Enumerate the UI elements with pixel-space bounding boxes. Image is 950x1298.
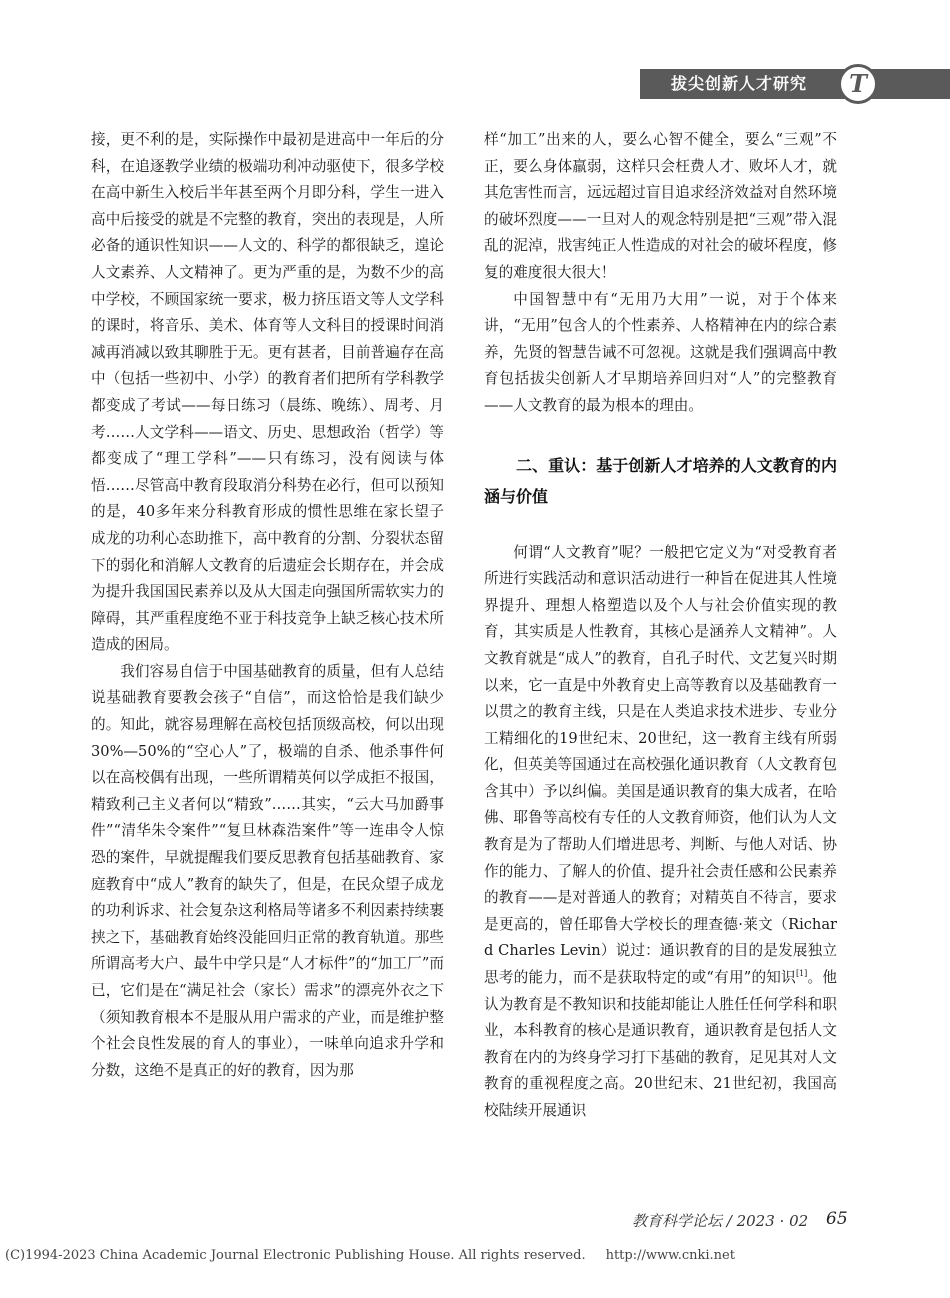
citation-marker: [1]	[795, 969, 808, 979]
copyright-text: (C)1994-2023 China Academic Journal Electronic Publishing House. All rights reserved.	[5, 1248, 586, 1263]
paragraph	[484, 540, 837, 1125]
paragraph: 接，更不利的是，实际操作中最初是进高中一年后的分科，在追逐教学业绩的极端功利冲动驱使下，很多学校在高中新生入校后半年甚至两个月即分科，学生一进入高中后接受的就是不完整的教育，突出的表现是，人所必备的通识性知识——人文的、科学的都很缺乏，遑论人文素养、人文精神了。更为严重的是，为数不少的高中学校，不顾国家统一要求，极力挤压语文等人文学科的课时，将音乐、美术、体育等人文科目的授课时间消减再消减以致其聊胜于无。更有甚者，目前普遍存在高中（包括一些初中、小学）的教育者们把所有学科教学都变成了考试——每日练习（晨练、晚练）、周考、月考……人文学科——语文、历史、思想政治（哲学）等都变成了“理工学科”——只有练习，没有阅读与体悟……尽管高中教育段取消分科势在必行，但可以预知的是，40多年来分科教育形成的惯性思维在家长望子成龙的功利心态助推下，高中教育的分割、分裂状态留下的弱化和消解人文教育的后遗症会长期存在，并会成为提升我国国民素养以及从大国走向强国所需软实力的障碍，其严重程度绝不亚于科技竞争上缺乏核心技术所造成的困局。	[91, 131, 444, 654]
footer-journal-name: 教育科学论坛 / 2023 · 02	[632, 1212, 809, 1230]
paragraph-text: 。他认为教育是不教知识和技能却能让人胜任任何学科和职业，本科教育的核心是通识教育，通识教育是包括人文教育在内的为终身学习打下基础的教育，足见其对人文教育的重视程度之高。20世纪末、21世纪初，我国高校陆续开展通识	[484, 969, 837, 1119]
paragraph: 我们容易自信于中国基础教育的质量，但有人总结说基础教育要教会孩子“自信”，而这恰恰是我们缺少的。知此，就容易理解在高校包括顶级高校，何以出现30%—50%的“空心人”了，极端的自杀、他杀事件何以在高校偶有出现，一些所谓精英何以学成拒不报国，精致利己主义者何以“精致”……其实，“云大马加爵事件”“清华朱令案件”“复旦林森浩案件”等一连串令人惊恐的案件，早就提醒我们要反思教育包括基础教育、家庭教育中“成人”教育的缺失了，但是，在民众望子成龙的功利诉求、社会复杂这利格局等诸多不利因素持续裹挟之下，基础教育始终没能回归正常的教育轨道。那些所谓高考大户、最牛中学只是“人才标件”的“加工厂”而已，它们是在“满足社会（家长）需求”的漂亮外衣之下（须知教育根本不是服从用户需求的产业，而是维护整个社会良性发展的育人的事业），一味单向追求升学和分数，这绝不是真正的好的教育，因为那	[91, 662, 444, 1079]
section-heading: 二、重认：基于创新人才培养的人文教育的内涵与价值	[484, 455, 837, 506]
right-column	[484, 127, 837, 1125]
paragraph-text: 何谓“人文教育”呢？一般把它定义为“对受教育者所进行实践活动和意识活动进行一种旨在促进其人性境界提升、理想人格塑造以及个人与社会价值实现的教育，其实质是人性教育，其核心是涵养人文精神”。人文教育就是“成人”的教育，自孔子时代、文艺复兴时期以来，它一直是中外教育史上高等教育以及基础教育一以贯之的教育主线，只是在人类追求技术进步、专业分工精细化的19世纪末、20世纪，这一教育主线有所弱化，但英美等国通过在高校强化通识教育（人文教育包含其中）予以纠偏。美国是通识教育的集大成者，在哈佛、耶鲁等高校有专任的人文教育师资，他们认为人文教育是为了帮助人们增进思考、判断、与他人对话、协作的能力、了解人的价值、提升社会责任感和公民素养的教育——是对普通人的教育；对精英自不待言，要求是更高的，曾任耶鲁大学校长的理查德·莱文（Richard Charles Levin）说过：通识教育的目的是发展独立思考的能力，而不是获取特定的或“有用”的知识	[484, 543, 837, 987]
running-header-title: 拔尖创新人才研究	[671, 74, 808, 93]
paragraph: 中国智慧中有“无用乃大用”一说，对于个体来讲，“无用”包含人的个性素养、人格精神在内的综合素养，先贤的智慧告诫不可忽视。这就是我们强调高中教育包括拔尖创新人才早期培养回归对“人”的完整教育——人文教育的最为根本的理由。	[484, 290, 837, 414]
copyright-line	[5, 1246, 735, 1266]
page-number: 65	[826, 1209, 848, 1229]
journal-logo-icon: T	[838, 64, 878, 104]
cnki-link[interactable]: http://www.cnki.net	[605, 1248, 735, 1263]
paragraph: 样“加工”出来的人，要么心智不健全，要么“三观”不正，要么身体羸弱，这样只会枉费人才、败坏人才，就其危害性而言，远远超过盲目追求经济效益对自然环境的破坏烈度——一旦对人的观念特别是把“三观”带入混乱的泥淖，戕害纯正人性造成的对社会的破坏程度，修复的难度很大很大！	[484, 131, 837, 281]
left-column	[91, 127, 444, 1084]
